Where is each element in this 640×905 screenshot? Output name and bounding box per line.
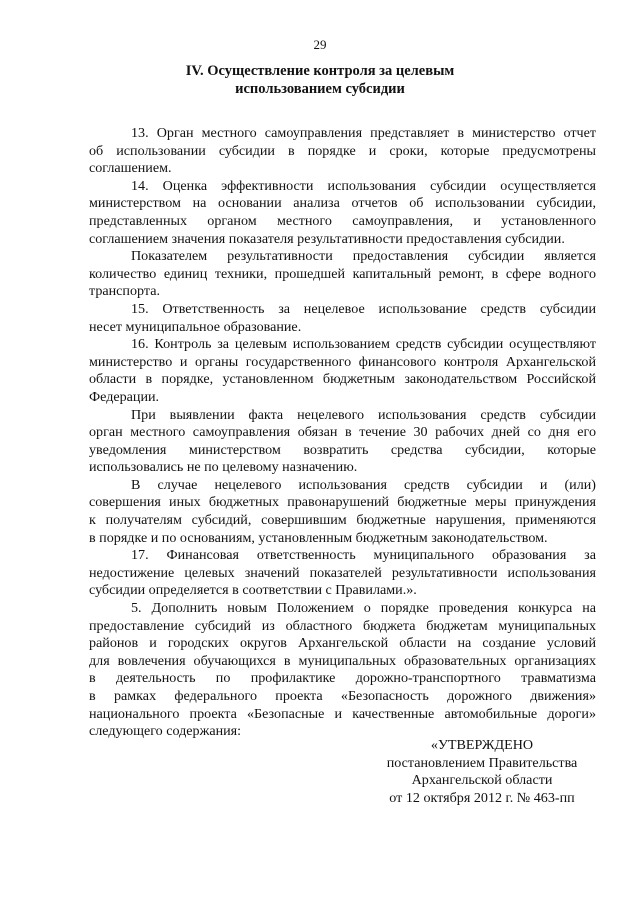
text-line: орган местного самоуправления обязан в течение 30 рабочих дней со дня его <box>89 424 596 441</box>
text-line: В случае нецелевого использования средств субсидии и (или) <box>131 476 596 493</box>
text-line: министерством на основании анализа отчетов об использовании субсидии, <box>89 195 596 212</box>
text-line: предоставление субсидий из областного бюджета бюджетам муниципальных <box>89 617 596 634</box>
text-line: национального проекта «Безопасные и качественные автомобильные дороги» <box>89 705 596 722</box>
text-line: 15. Ответственность за нецелевое использование средств субсидии <box>131 300 596 317</box>
text-line: следующего содержания: <box>89 723 242 740</box>
text-line: представленных органом местного самоуправления, и установленного <box>89 212 596 229</box>
section-title-line: использованием субсидии <box>235 80 405 97</box>
text-line: соглашением значения показателя результативности предоставления субсидии. <box>89 230 565 247</box>
text-line: совершения иных бюджетных правонарушений бюджетные меры принуждения <box>89 494 596 511</box>
text-line: для вовлечения обучающихся в муниципальных образовательных организациях <box>89 652 596 669</box>
text-line: к получателям субсидий, совершившим бюджетные нарушения, применяются <box>89 512 596 529</box>
text-line: 5. Дополнить новым Положением о порядке проведения конкурса на <box>131 600 596 617</box>
text-line: При выявлении факта нецелевого использования средств субсидии <box>131 406 596 423</box>
text-line: уведомления министерством возвратить средства субсидии, которые <box>89 441 596 458</box>
text-line: в рамках федерального проекта «Безопасность дорожного движения» <box>89 688 596 704</box>
paragraph <box>89 301 596 336</box>
paragraph <box>89 248 596 301</box>
paragraph <box>89 477 596 547</box>
approval-stamp <box>372 737 592 807</box>
paragraph <box>89 600 596 741</box>
text-line: 14. Оценка эффективности использования субсидии осуществляется <box>131 177 596 194</box>
text-line: соглашением. <box>89 160 172 177</box>
text-line: Федерации. <box>89 388 160 405</box>
section-title-line: IV. Осуществление контроля за целевым <box>185 63 455 79</box>
text-line: транспорта. <box>89 283 160 300</box>
paragraph <box>89 547 596 600</box>
approval-line: постановлением Правительства <box>386 754 578 771</box>
text-line: министерство и органы государственного финансового контроля Архангельской <box>89 353 596 370</box>
text-line: количество единиц техники, прошедшей капитальный ремонт, в сфере водного <box>89 265 596 282</box>
paragraph <box>89 125 596 178</box>
text-line: субсидии определяется в соответствии с Правилами.». <box>89 582 417 599</box>
text-line: 17. Финансовая ответственность муниципального образования за <box>131 547 596 564</box>
text-line: использовались не по целевому назначению. <box>89 459 358 476</box>
text-line: 13. Орган местного самоуправления представляет в министерство отчет <box>131 125 596 141</box>
text-line: недостижение целевых значений показателей результативности использования <box>89 564 596 581</box>
text-line: в порядке и по основаниям, установленным бюджетным законодательством. <box>89 529 548 546</box>
approval-line: от 12 октября 2012 г. № 463-пп <box>389 789 575 806</box>
paragraph <box>89 336 596 406</box>
text-line: районов и городских округов Архангельской области на создание условий <box>89 635 596 652</box>
text-line: в деятельность по профилактике дорожно-транспортного травматизма <box>89 670 596 687</box>
body-text <box>89 125 596 741</box>
text-line: Показателем результативности предоставления субсидии является <box>131 248 596 265</box>
text-line: об использовании субсидии в порядке и сроки, которые предусмотрены <box>89 142 596 159</box>
approval-line: Архангельской области <box>411 772 553 789</box>
page-number: 29 <box>313 37 327 52</box>
text-line: несет муниципальное образование. <box>89 318 302 335</box>
approval-line: «УТВЕРЖДЕНО <box>430 737 534 753</box>
section-title <box>120 63 520 98</box>
text-line: области в порядке, установленном бюджетным законодательством Российской <box>89 371 596 388</box>
text-line: 16. Контроль за целевым использованием средств субсидии осуществляют <box>131 336 596 353</box>
paragraph <box>89 407 596 477</box>
paragraph <box>89 178 596 248</box>
